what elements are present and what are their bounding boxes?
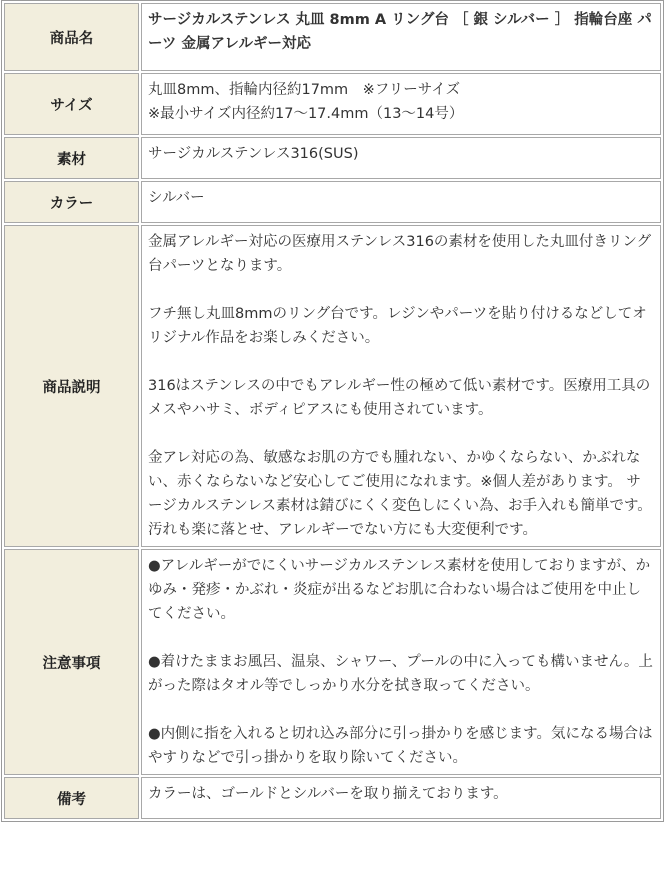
label-description: 商品説明 [4, 225, 139, 547]
paragraph-spacer [148, 422, 654, 446]
row-description [4, 225, 661, 547]
description-paragraph-2: フチ無し丸皿8mmのリング台です。レジンやパーツを貼り付けるなどしてオリジナル作品をお楽しみください。 [148, 306, 647, 346]
label-material: 素材 [4, 137, 139, 179]
row-size [4, 73, 661, 135]
description-paragraph-3: 316はステンレスの中でもアレルギー性の極めて低い素材です。医療用工具のメスやハサミ、ボディピアスにも使用されています。 [148, 378, 651, 418]
size-line-2: ※最小サイズ内径約17～17.4mm（13～14号） [148, 106, 464, 122]
paragraph-spacer [148, 698, 654, 722]
value-remarks: カラーは、ゴールドとシルバーを取り揃えております。 [141, 777, 661, 819]
value-size [141, 73, 661, 135]
value-description [141, 225, 661, 547]
label-remarks: 備考 [4, 777, 139, 819]
paragraph-spacer [148, 350, 654, 374]
product-spec-sheet [1, 0, 664, 822]
label-product-name: 商品名 [4, 3, 139, 71]
value-color: シルバー [141, 181, 661, 223]
paragraph-spacer [148, 278, 654, 302]
spec-table [1, 0, 664, 822]
paragraph-spacer [148, 626, 654, 650]
row-material [4, 137, 661, 179]
value-product-name: サージカルステンレス 丸皿 8mm A リング台 ［ 銀 シルバー ］ 指輪台座 パーツ 金属アレルギー対応 [141, 3, 661, 71]
label-notes: 注意事項 [4, 549, 139, 775]
notes-paragraph-1: ●アレルギーがでにくいサージカルステンレス素材を使用しておりますが、かゆみ・発疹・かぶれ・炎症が出るなどお肌に合わない場合はご使用を中止してください。 [148, 558, 651, 622]
notes-paragraph-2: ●着けたままお風呂、温泉、シャワー、プールの中に入っても構いません。上がった際はタオル等でしっかり水分を拭き取ってください。 [148, 654, 653, 694]
value-notes [141, 549, 661, 775]
label-color: カラー [4, 181, 139, 223]
row-remarks [4, 777, 661, 819]
notes-paragraph-3: ●内側に指を入れると切れ込み部分に引っ掛かりを感じます。気になる場合はやすりなどで引っ掛かりを取り除いてください。 [148, 726, 653, 766]
row-product-name [4, 3, 661, 71]
description-paragraph-1: 金属アレルギー対応の医療用ステンレス316の素材を使用した丸皿付きリング台パーツとなります。 [148, 234, 652, 274]
row-color [4, 181, 661, 223]
value-material: サージカルステンレス316(SUS) [141, 137, 661, 179]
label-size: サイズ [4, 73, 139, 135]
description-paragraph-4: 金アレ対応の為、敏感なお肌の方でも腫れない、かゆくならない、かぶれない、赤くならないなど安心してご使用になれます。※個人差があります。 サージカルステンレス素材は錆びにくく変色しにくい為、お手入れも簡単です。汚れも楽に落とせ、アレルギーでない方にも大変便利です。 [148, 450, 652, 538]
row-notes [4, 549, 661, 775]
size-line-1: 丸皿8mm、指輪内径約17mm ※フリーサイズ [148, 82, 461, 98]
